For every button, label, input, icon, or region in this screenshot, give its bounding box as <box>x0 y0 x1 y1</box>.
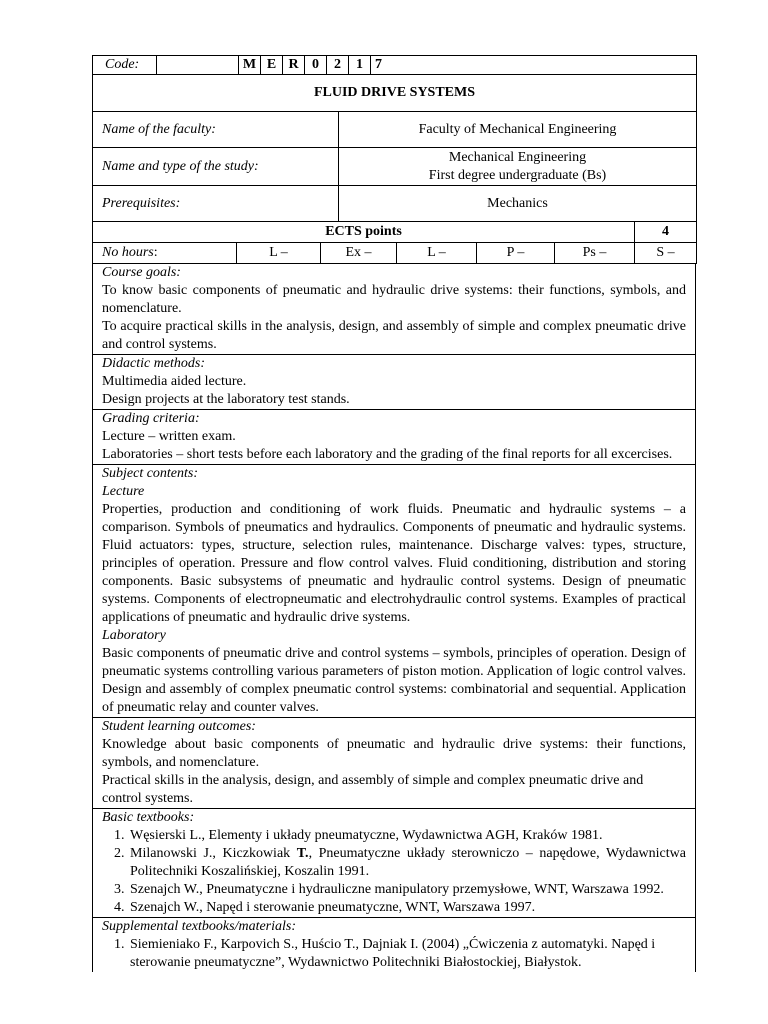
ects-value: 4 <box>635 222 697 243</box>
course-goal: To know basic components of pneumatic and hydraulic drive systems: their functions, symbols, and nomenclature. <box>102 283 686 316</box>
textbook-item-part: , Pneumatyczne układy sterowniczo – napędowe, Wydawnictwa Politechniki Koszalińskiej, Koszalin 1991. <box>130 846 686 879</box>
header-table <box>92 55 697 75</box>
info-table <box>92 75 697 222</box>
textbook-item-part: T. <box>296 846 309 861</box>
didactic-methods-heading: Didactic methods: <box>102 356 206 371</box>
lecture-heading: Lecture <box>102 484 145 499</box>
didactic-methods-section <box>92 355 696 410</box>
study-field: Mechanical Engineering <box>448 149 587 165</box>
code-label: Code: <box>93 56 157 75</box>
supplemental-textbooks-list <box>102 936 686 972</box>
supplemental-item: 1. Siemieniako F., Karpovich S., Huścio T., Dajniak I. (2004) „Ćwiczenia z automatyki. Napęd i sterowanie pneumatyczne”, Wydawnictwo Politechniki Białostockiej, Białystok. <box>128 936 686 972</box>
ects-label: ECTS points <box>93 222 635 243</box>
code-char: R <box>283 56 305 75</box>
learning-outcomes-section <box>92 718 696 809</box>
faculty-value: Faculty of Mechanical Engineering <box>339 112 697 148</box>
study-value <box>339 148 697 186</box>
laboratory-text: Basic components of pneumatic drive and control systems – symbols, principles of operation. Design of pneumatic systems controlling various parameters of piston motion. Application of logic control valves. Design and assembly of complex pneumatic control systems: combinatorial and sequential. Application of pneumatic relay and counter valves. <box>102 646 686 715</box>
basic-textbooks-list <box>102 827 686 917</box>
course-title: FLUID DRIVE SYSTEMS <box>93 75 697 112</box>
textbook-item-part: Milanowski J., Kiczkowiak <box>130 846 297 861</box>
basic-textbooks-section <box>92 809 696 918</box>
hours-label-colon: : <box>153 245 158 260</box>
textbook-item: 3. Szenajch W., Pneumatyczne i hydrauliczne manipulatory przemysłowe, WNT, Warszawa 1992. <box>128 881 686 899</box>
hours-label <box>93 243 237 264</box>
code-char: E <box>261 56 283 75</box>
grading-criterion: Laboratories – short tests before each laboratory and the grading of the final reports for all excercises. <box>102 447 673 462</box>
supplemental-textbooks-section <box>92 918 696 972</box>
course-goals-section <box>92 264 696 355</box>
grading-criteria-section <box>92 410 696 465</box>
code-char: 2 <box>327 56 349 75</box>
study-label: Name and type of the study: <box>93 148 339 186</box>
hours-label-text: No hours <box>102 245 154 260</box>
hours-table <box>92 222 697 264</box>
course-goals-heading: Course goals: <box>102 265 181 280</box>
hours-row <box>93 243 697 264</box>
textbook-item <box>128 845 686 881</box>
textbook-item: 1. Węsierski L., Elementy i układy pneumatyczne, Wydawnictwa AGH, Kraków 1981. <box>128 827 686 845</box>
code-char: 7 <box>371 56 697 75</box>
code-char: 0 <box>305 56 327 75</box>
hours-cell: Ex – <box>321 243 397 264</box>
code-char: 1 <box>349 56 371 75</box>
study-degree: First degree undergraduate (Bs) <box>428 167 607 183</box>
prerequisites-label: Prerequisites: <box>93 186 339 222</box>
grading-criterion: Lecture – written exam. <box>102 429 236 444</box>
grading-criteria-heading: Grading criteria: <box>102 411 200 426</box>
lecture-text: Properties, production and conditioning of work fluids. Pneumatic and hydraulic systems – a comparison. Symbols of pneumatics and hydraulics. Components of pneumatic and hydraulic systems. Fluid actuators: types, structure, selection rules, maintenance. Discharge valves: types, structure, principles of operation. Pressure and flow control valves. Fluid conditioning, distribution and storing components. Basic subsystems of pneumatic and hydraulic control systems. Design of pneumatic systems. Components of electropneumatic and electrohydraulic control systems. Examples of practical applications of pneumatic and hydraulic drive systems. <box>102 502 686 625</box>
subject-contents-section <box>92 465 696 718</box>
hours-cell: L – <box>237 243 321 264</box>
didactic-method: Design projects at the laboratory test stands. <box>102 392 350 407</box>
textbook-item: 4. Szenajch W., Napęd i sterowanie pneumatyczne, WNT, Warszawa 1997. <box>128 899 686 917</box>
learning-outcomes-heading: Student learning outcomes: <box>102 719 256 734</box>
basic-textbooks-heading: Basic textbooks: <box>102 810 195 825</box>
course-syllabus <box>92 55 696 972</box>
code-row <box>93 56 697 75</box>
learning-outcome: Knowledge about basic components of pneumatic and hydraulic drive systems: their functions, symbols, and nomenclature. <box>102 737 686 770</box>
laboratory-heading: Laboratory <box>102 628 166 643</box>
hours-cell: P – <box>477 243 555 264</box>
hours-cell: Ps – <box>555 243 635 264</box>
hours-cell: S – <box>635 243 697 264</box>
prerequisites-value: Mechanics <box>339 186 697 222</box>
course-goal: To acquire practical skills in the analysis, design, and assembly of simple and complex pneumatic drive and control systems. <box>102 319 686 352</box>
supplemental-textbooks-heading: Supplemental textbooks/materials: <box>102 919 297 934</box>
learning-outcome: Practical skills in the analysis, design, and assembly of simple and complex pneumatic drive and control systems. <box>102 773 644 806</box>
hours-cell: L – <box>397 243 477 264</box>
didactic-method: Multimedia aided lecture. <box>102 374 247 389</box>
code-char: M <box>239 56 261 75</box>
code-spacer <box>157 56 239 75</box>
faculty-label: Name of the faculty: <box>93 112 339 148</box>
subject-contents-heading: Subject contents: <box>102 466 199 481</box>
